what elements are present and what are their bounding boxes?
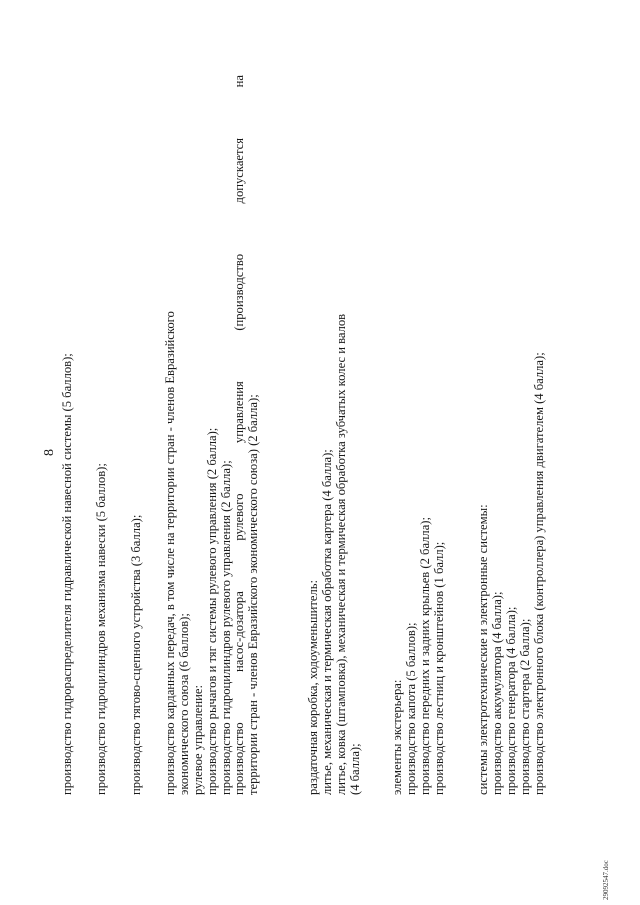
text-line: экономического союза (6 баллов); — [177, 613, 191, 795]
word: допускается — [232, 137, 246, 204]
text-line: производство гидроцилиндров рулевого управления (2 балла); — [219, 460, 233, 795]
text-line: (4 балла); — [348, 743, 362, 795]
text-line: производство гидрораспределителя гидравлической навесной системы (5 баллов); — [60, 353, 74, 795]
text-line: производство лестниц и кронштейнов (1 балл); — [432, 541, 446, 795]
text-line: раздаточная коробка, ходоуменьшитель: — [306, 579, 320, 795]
text-line: производство гидроцилиндров механизма навески (5 баллов); — [94, 463, 108, 795]
text-line: производство стартера (2 балла); — [518, 618, 532, 795]
text-line: производство электронного блока (контроллера) управления двигателем (4 балла); — [532, 352, 546, 795]
text-line: производство карданных передач, в том числе на территории стран - членов Евразийского — [163, 311, 177, 795]
text-line: производство передних и задних крыльев (2 балла); — [418, 516, 432, 795]
word: (производство — [232, 253, 246, 331]
text-line: производство генератора (4 балла); — [504, 606, 518, 795]
text-line: литье, ковка (штамповка), механическая и термическая обработка зубчатых колес и валов — [334, 313, 348, 795]
text-line: рулевое управление: — [191, 685, 205, 795]
text-line: элементы экстерьера: — [390, 679, 404, 795]
text-line: производство аккумулятора (4 балла); — [490, 591, 504, 795]
text-line: производство тягово-сцепного устройства (3 балла); — [129, 514, 143, 795]
word: на — [232, 75, 246, 88]
page-number: 8 — [42, 449, 57, 456]
word: насос-дозатора — [232, 591, 246, 672]
text-line: производство капота (5 баллов); — [404, 622, 418, 795]
justified-text-line — [232, 75, 247, 795]
word: управления — [232, 381, 246, 444]
text-line: литье, механическая и термическая обработка картера (4 балла); — [320, 449, 334, 795]
word: производство — [232, 722, 246, 795]
document-id: 29092547.doc — [602, 860, 610, 900]
text-line: производство рычагов и тяг системы рулевого управления (2 балла); — [205, 427, 219, 795]
text-line: территории стран - членов Евразийского экономического союза) (2 балла); — [246, 394, 260, 795]
word: рулевого — [232, 493, 246, 541]
text-line: системы электротехнические и электронные системы: — [476, 504, 490, 795]
